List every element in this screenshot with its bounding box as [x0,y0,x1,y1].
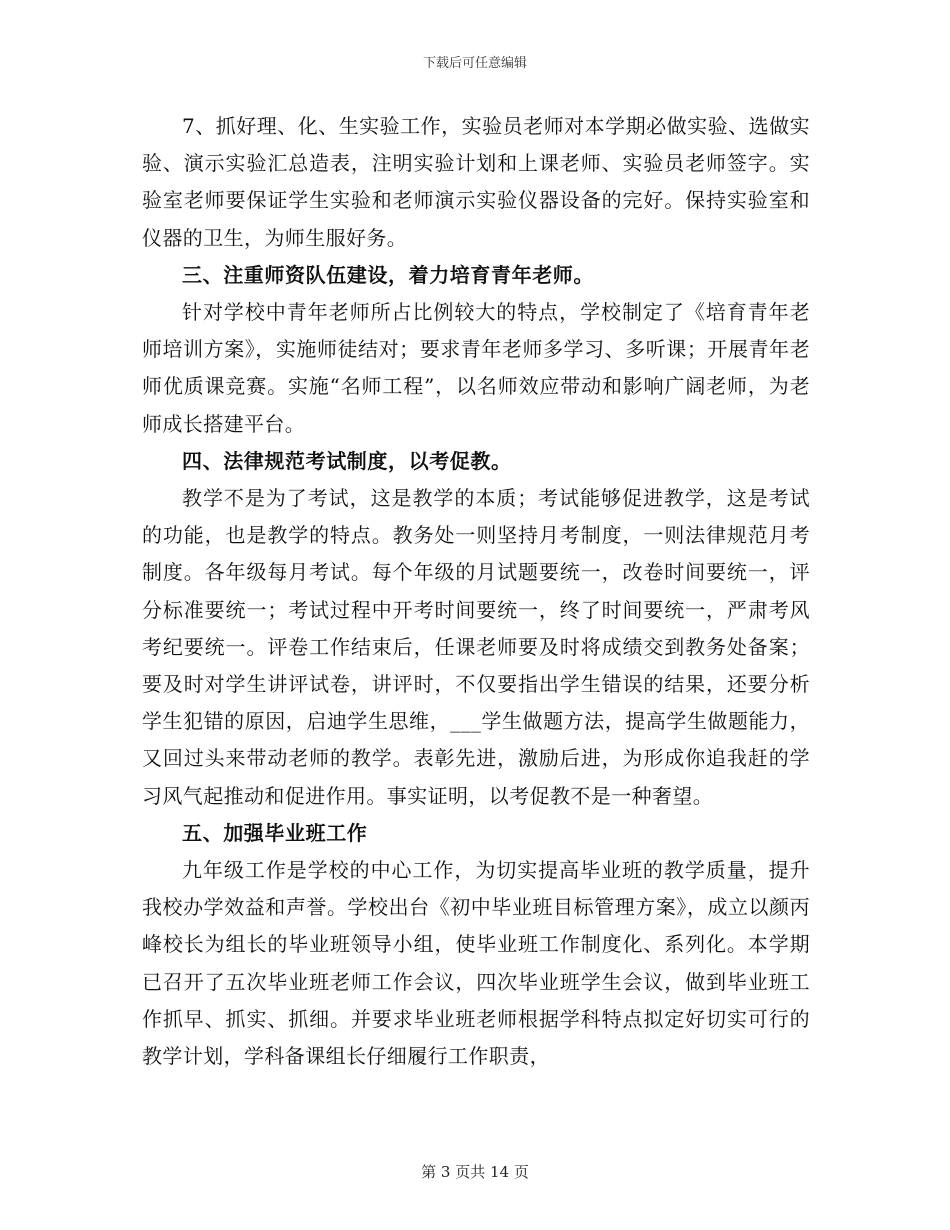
paragraph-exams: 教学不是为了考试，这是教学的本质；考试能够促进教学，这是考试的功能，也是教学的特点。教务处一则坚持月考制度，一则法律规范月考制度。各年级每月考试。每个年级的月试题要统一，改卷时间要统一，评分标准要统一；考试过程中开考时间要统一，终了时间要统一，严肃考风考纪要统一。评卷工作结束后，任课老师要及时将成绩交到教务处备案；要及时对学生讲评试卷，讲评时，不仅要指出学生错误的结果，还要分析学生犯错的原因，启迪学生思维，___学生做题方法，提高学生做题能力，又回过头来带动老师的教学。表彰先进，激励后进，为形成你追我赶的学习风气起推动和促进作用。事实证明，以考促教不是一种奢望。 [142,486,810,808]
document-body [142,108,810,1075]
section-heading-graduating-class: 五、加强毕业班工作 [182,820,368,845]
section-heading-exam-system: 四、法律规范考试制度，以考促教。 [182,448,512,473]
page-number: 第 3 页共 14 页 [421,1163,529,1181]
page-header: 下载后可任意编辑 [422,56,527,71]
paragraph-lab-work: 7、抓好理、化、生实验工作，实验员老师对本学期必做实验、选做实验、演示实验汇总造表，注明实验计划和上课老师、实验员老师签字。实验室老师要保证学生实验和老师演示实验仪器设备的完好。保持实验室和仪器的卫生，为师生服好务。 [142,114,810,250]
paragraph-young-teachers: 针对学校中青年老师所占比例较大的特点，学校制定了《培育青年老师培训方案》，实施师徒结对；要求青年老师多学习、多听课；开展青年老师优质课竞赛。实施“名师工程”，以名师效应带动和影响广阔老师，为老师成长搭建平台。 [142,300,810,436]
paragraph-graduating-class: 九年级工作是学校的中心工作，为切实提高毕业班的教学质量，提升我校办学效益和声誉。学校出台《初中毕业班目标管理方案》，成立以颜丙峰校长为组长的毕业班领导小组，使毕业班工作制度化、系列化。本学期已召开了五次毕业班老师工作会议，四次毕业班学生会议，做到毕业班工作抓早、抓实、抓细。并要求毕业班老师根据学科特点拟定好切实可行的教学计划，学科备课组长仔细履行工作职责， [142,858,810,1069]
section-heading-teacher-team: 三、注重师资队伍建设，着力培育青年老师。 [182,262,594,287]
